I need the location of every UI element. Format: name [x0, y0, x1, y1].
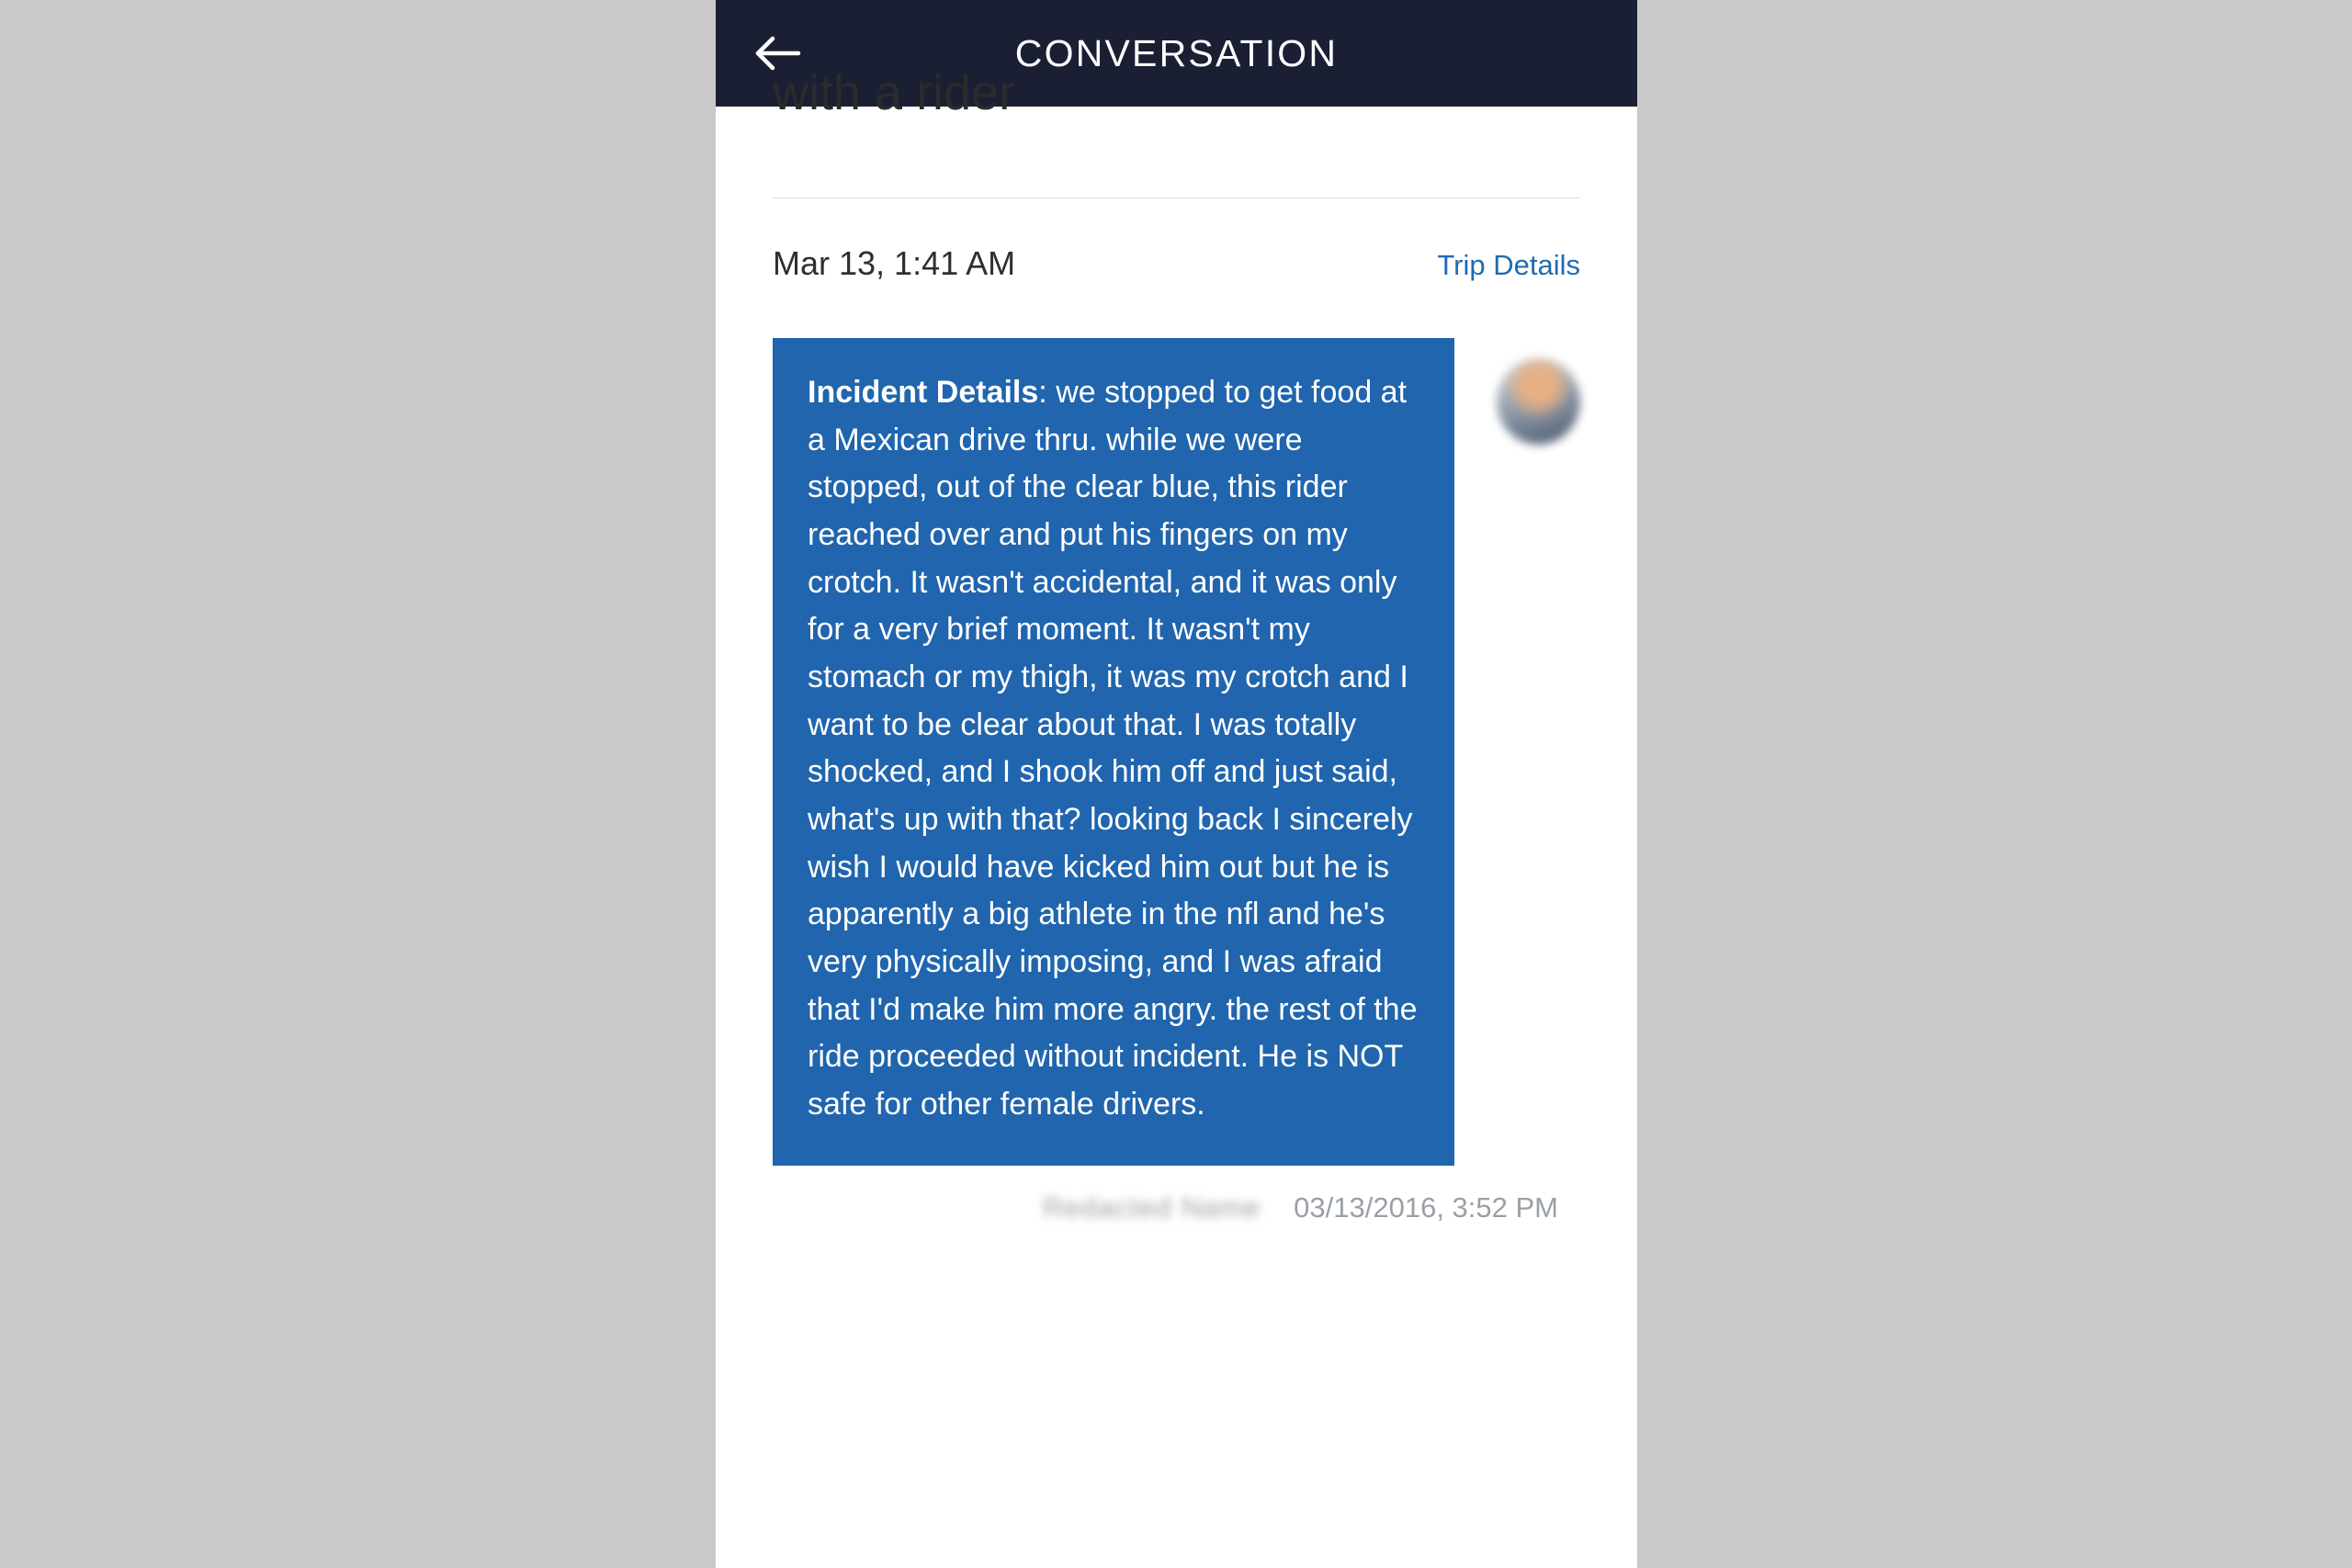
bottom-spacer: [716, 1495, 1637, 1568]
trip-details-link[interactable]: Trip Details: [1437, 249, 1580, 281]
clipped-heading: [773, 65, 1580, 147]
divider: [773, 197, 1580, 198]
clipped-heading-text: with a rider: [773, 65, 1016, 120]
page-title: CONVERSATION: [1014, 31, 1339, 74]
phone-screenshot: [716, 0, 1637, 1568]
message-row: [773, 338, 1580, 1166]
conversation-content: [716, 65, 1637, 1568]
conversation-date: Mar 13, 1:41 AM: [773, 244, 1016, 282]
user-avatar: [1497, 358, 1580, 445]
message-footer: [773, 1191, 1580, 1224]
sender-name: Redacted Name: [1043, 1190, 1261, 1224]
message-label: Incident Details: [808, 375, 1039, 410]
message-body: we stopped to get food at a Mexican drive thru. while we were stopped, out of the clear blue, this rider reached over and put his fingers on my crotch. It wasn't accidental, and it was only for a very brief moment. It wasn't my stomach or my thigh, it was my crotch and I want to be clear about that. I was totally shocked, and I shook him off and just said, what's up with that? looking back I sincerely wish I would have kicked him out but he is apparently a big athlete in the nfl and he's very physically imposing, and I was afraid that I'd make him more angry. the rest of the ride proceeded without incident. He is NOT safe for other female drivers.: [808, 375, 1418, 1122]
message-timestamp: 03/13/2016, 3:52 PM: [1294, 1190, 1558, 1224]
message-separator: :: [1038, 375, 1057, 410]
message-bubble: [773, 338, 1454, 1166]
conversation-meta-row: [773, 244, 1580, 283]
